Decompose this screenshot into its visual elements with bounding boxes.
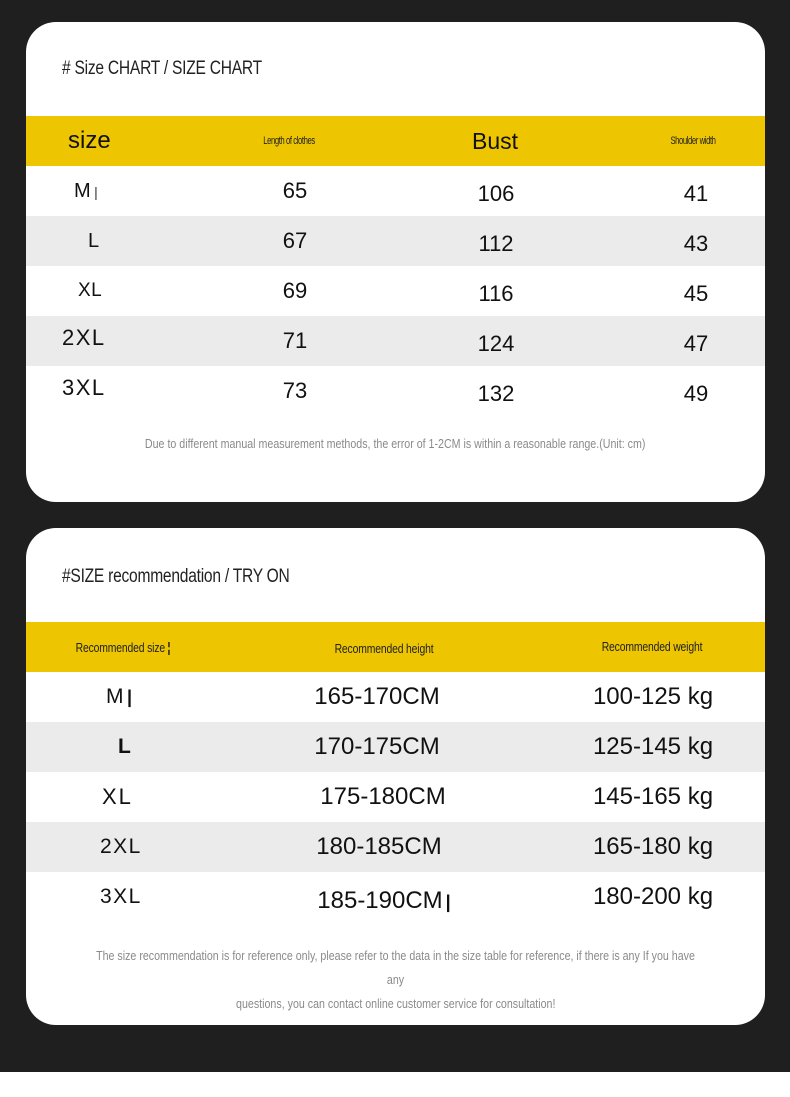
size-cell: M | (106, 685, 133, 708)
size-cell: L (88, 230, 100, 252)
length-cell: 67 (282, 228, 308, 253)
weight-cell: 145-165 kg (592, 783, 714, 810)
size-cell: 3XL (100, 885, 142, 908)
recommendation-title: #SIZE recommendation / TRY ON (62, 566, 290, 587)
header-bust: Bust (471, 128, 519, 154)
size-recommendation-card (26, 528, 765, 1025)
length-cell: 71 (282, 328, 308, 353)
height-cell: 185-190CM | (317, 887, 451, 914)
length-cell: 65 (282, 178, 308, 203)
size-cell: 3XL (62, 375, 106, 400)
table-row (26, 316, 765, 366)
recommendation-note: The size recommendation is for reference only, please refer to the data in the size table for reference, if there is any If you have any questions, you can contact online customer service for consultation! (96, 948, 695, 1011)
measurement-note: Due to different manual measurement methods, the error of 1-2CM is within a reasonable range.(Unit: cm) (145, 436, 646, 451)
size-chart-title: # Size CHART / SIZE CHART (62, 58, 262, 79)
height-cell: 170-175CM (314, 733, 440, 760)
size-chart-header (26, 116, 765, 166)
bust-cell: 106 (477, 181, 515, 206)
shoulder-cell: 45 (683, 281, 709, 306)
shoulder-cell: 47 (683, 331, 709, 356)
table-row (26, 166, 765, 216)
shoulder-cell: 43 (683, 231, 709, 256)
bust-cell: 132 (477, 381, 515, 406)
table-row (26, 366, 765, 416)
weight-cell: 165-180 kg (592, 833, 714, 860)
size-cell: 2XL (100, 835, 142, 858)
header-recommended-size: Recommended size ¦ (75, 639, 171, 655)
header-shoulder: Shoulder width (670, 135, 716, 147)
size-chart-card (26, 22, 765, 502)
length-cell: 73 (282, 378, 308, 403)
table-row (26, 266, 765, 316)
table-row (26, 722, 765, 772)
table-row (26, 822, 765, 872)
table-row (26, 216, 765, 266)
header-length: Length of clothes (263, 135, 315, 147)
size-cell: 2XL (62, 325, 106, 350)
height-cell: 180-185CM (316, 833, 442, 860)
size-cell: L (118, 735, 132, 758)
recommendation-header (26, 622, 765, 672)
bust-cell: 112 (478, 231, 514, 256)
table-row (26, 772, 765, 822)
weight-cell: 100-125 kg (592, 683, 714, 710)
size-cell: XL (102, 784, 133, 809)
length-cell: 69 (282, 278, 308, 303)
shoulder-cell: 49 (683, 381, 709, 406)
header-size: size (68, 127, 111, 154)
height-cell: 175-180CM (320, 783, 446, 810)
size-cell: M | (74, 180, 99, 202)
table-row (26, 872, 765, 922)
bust-cell: 124 (477, 331, 515, 356)
bust-cell: 116 (478, 281, 514, 306)
weight-cell: 180-200 kg (592, 883, 714, 910)
table-row (26, 672, 765, 722)
shoulder-cell: 41 (683, 181, 709, 206)
height-cell: 165-170CM (314, 683, 440, 710)
size-cell: XL (78, 280, 103, 301)
header-recommended-weight: Recommended weight (601, 639, 703, 654)
header-recommended-height: Recommended height (334, 641, 434, 656)
weight-cell: 125-145 kg (592, 733, 714, 760)
